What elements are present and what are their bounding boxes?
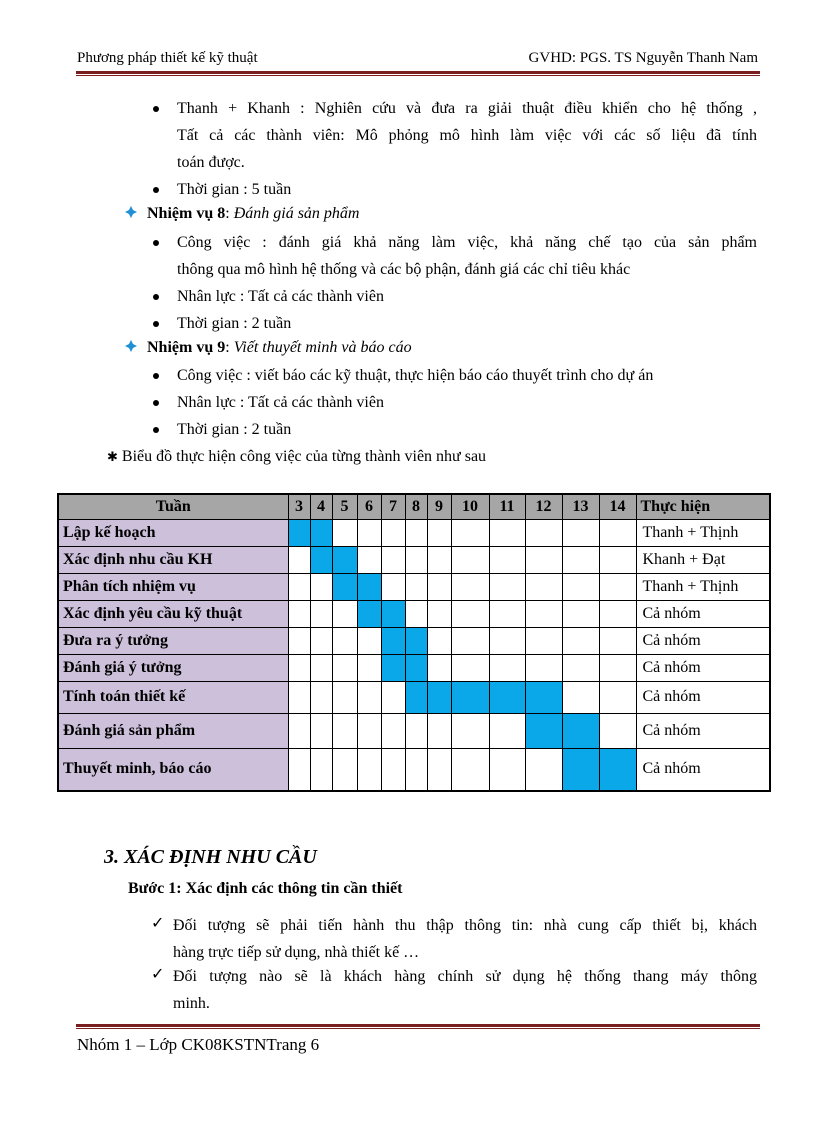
gantt-empty-cell — [562, 600, 599, 627]
gantt-task-label: Xác định nhu cầu KH — [58, 546, 288, 573]
gantt-empty-cell — [405, 748, 427, 791]
gantt-empty-cell — [405, 713, 427, 748]
gantt-empty-cell — [357, 713, 381, 748]
gantt-week-3: 3 — [288, 494, 310, 519]
gantt-bar-cell — [405, 654, 427, 681]
gantt-empty-cell — [357, 681, 381, 713]
bullet-icon — [153, 400, 159, 406]
gantt-empty-cell — [357, 654, 381, 681]
gantt-empty-cell — [381, 748, 405, 791]
s7-line2: Tất cả các thành viên: Mô phỏng mô hình làm việc với các số liệu đã tính — [177, 127, 757, 144]
gantt-empty-cell — [525, 573, 562, 600]
bullet-icon — [153, 321, 159, 327]
gantt-week-13: 13 — [562, 494, 599, 519]
gantt-empty-cell — [310, 681, 332, 713]
gantt-empty-cell — [525, 748, 562, 791]
gantt-empty-cell — [489, 546, 525, 573]
footer-text: Nhóm 1 – Lớp CK08KSTNTrang 6 — [77, 1035, 320, 1054]
gantt-empty-cell — [288, 713, 310, 748]
gantt-row — [58, 681, 770, 713]
s3-item2-l2: minh. — [173, 995, 210, 1012]
gantt-empty-cell — [405, 600, 427, 627]
gantt-empty-cell — [451, 713, 489, 748]
chart-intro — [107, 443, 486, 470]
gantt-task-label: Đánh giá ý tưởng — [58, 654, 288, 681]
gantt-bar-cell — [381, 627, 405, 654]
gantt-empty-cell — [562, 681, 599, 713]
task8-staff: Nhân lực : Tất cả các thành viên — [177, 288, 384, 305]
gantt-bar-cell — [562, 748, 599, 791]
gantt-resp-label: Cả nhóm — [636, 748, 770, 791]
gantt-week-9: 9 — [427, 494, 451, 519]
gantt-empty-cell — [599, 627, 636, 654]
gantt-empty-cell — [489, 713, 525, 748]
gantt-empty-cell — [381, 519, 405, 546]
task8-work2: thông qua mô hình hệ thống và các bộ phận, đánh giá các chỉ tiêu khác — [177, 261, 631, 278]
gantt-empty-cell — [427, 748, 451, 791]
gantt-week-11: 11 — [489, 494, 525, 519]
gantt-bar-cell — [357, 573, 381, 600]
task9-time: Thời gian : 2 tuần — [177, 421, 292, 438]
gantt-empty-cell — [427, 654, 451, 681]
gantt-empty-cell — [427, 546, 451, 573]
gantt-empty-cell — [310, 654, 332, 681]
gantt-empty-cell — [451, 600, 489, 627]
gantt-empty-cell — [332, 627, 357, 654]
gantt-empty-cell — [489, 600, 525, 627]
gantt-empty-cell — [405, 519, 427, 546]
gantt-empty-cell — [525, 519, 562, 546]
section3-heading: 3. XÁC ĐỊNH NHU CẦU — [104, 846, 317, 868]
gantt-empty-cell — [427, 573, 451, 600]
gantt-empty-cell — [357, 748, 381, 791]
gantt-resp-label: Cả nhóm — [636, 600, 770, 627]
gantt-empty-cell — [451, 748, 489, 791]
step1-title: Bước 1: Xác định các thông tin cần thiết — [128, 880, 403, 897]
gantt-empty-cell — [427, 627, 451, 654]
s3-item2-l1: Đối tượng nào sẽ là khách hàng chính sử dụng hệ thống thang máy thông — [173, 968, 757, 985]
gantt-empty-cell — [332, 748, 357, 791]
gantt-empty-cell — [599, 546, 636, 573]
gantt-empty-cell — [381, 573, 405, 600]
gantt-empty-cell — [562, 546, 599, 573]
task9-label: Nhiệm vụ 9 — [147, 339, 226, 356]
gantt-empty-cell — [288, 573, 310, 600]
gantt-empty-cell — [525, 654, 562, 681]
asterisk-icon: ✱ — [107, 449, 118, 464]
gantt-table — [57, 493, 771, 792]
gantt-empty-cell — [288, 600, 310, 627]
gantt-empty-cell — [288, 627, 310, 654]
gantt-bar-cell — [451, 681, 489, 713]
gantt-empty-cell — [310, 600, 332, 627]
gantt-empty-cell — [288, 681, 310, 713]
bullet-icon — [153, 187, 159, 193]
s7-line3: toán được. — [177, 154, 245, 171]
gantt-empty-cell — [562, 573, 599, 600]
gantt-empty-cell — [525, 600, 562, 627]
gantt-bar-cell — [381, 654, 405, 681]
task9-heading: Nhiệm vụ 9: Viết thuyết minh và báo cáo — [147, 339, 412, 356]
gantt-empty-cell — [562, 654, 599, 681]
gantt-empty-cell — [451, 546, 489, 573]
gantt-bar-cell — [562, 713, 599, 748]
gantt-empty-cell — [381, 713, 405, 748]
gantt-empty-cell — [310, 627, 332, 654]
gantt-task-label: Đánh giá sản phẩm — [58, 713, 288, 748]
gantt-empty-cell — [427, 600, 451, 627]
gantt-bar-cell — [310, 546, 332, 573]
gantt-row — [58, 600, 770, 627]
gantt-empty-cell — [357, 627, 381, 654]
bullet-icon — [153, 373, 159, 379]
gantt-row — [58, 627, 770, 654]
gantt-bar-cell — [381, 600, 405, 627]
diamond-bullet-icon — [125, 340, 137, 352]
s3-item1-l2: hàng trực tiếp sử dụng, nhà thiết kế … — [173, 944, 420, 961]
gantt-empty-cell — [599, 681, 636, 713]
gantt-empty-cell — [489, 573, 525, 600]
gantt-bar-cell — [288, 519, 310, 546]
gantt-empty-cell — [405, 546, 427, 573]
gantt-row — [58, 573, 770, 600]
header-left: Phương pháp thiết kế kỹ thuật — [77, 50, 258, 66]
gantt-empty-cell — [332, 600, 357, 627]
chart-intro-text: Biểu đồ thực hiện công việc của từng thành viên như sau — [121, 448, 487, 465]
bullet-icon — [153, 427, 159, 433]
gantt-resp-label: Thanh + Thịnh — [636, 519, 770, 546]
task9-work: Công việc : viết báo các kỹ thuật, thực hiện báo cáo thuyết trình cho dự án — [177, 367, 654, 384]
diamond-bullet-icon — [125, 206, 137, 218]
gantt-task-label: Đưa ra ý tưởng — [58, 627, 288, 654]
gantt-week-12: 12 — [525, 494, 562, 519]
gantt-empty-cell — [357, 546, 381, 573]
gantt-task-label: Phân tích nhiệm vụ — [58, 573, 288, 600]
gantt-empty-cell — [357, 519, 381, 546]
gantt-empty-cell — [562, 627, 599, 654]
task8-time: Thời gian : 2 tuần — [177, 315, 292, 332]
task8-label: Nhiệm vụ 8 — [147, 205, 226, 222]
gantt-empty-cell — [288, 546, 310, 573]
gantt-empty-cell — [427, 519, 451, 546]
gantt-week-6: 6 — [357, 494, 381, 519]
gantt-empty-cell — [310, 748, 332, 791]
bullet-icon — [153, 240, 159, 246]
s3-item1-l1: Đối tượng sẽ phải tiến hành thu thập thông tin: nhà cung cấp thiết bị, khách — [173, 917, 757, 934]
gantt-bar-cell — [489, 681, 525, 713]
gantt-bar-cell — [332, 546, 357, 573]
gantt-bar-cell — [525, 713, 562, 748]
gantt-empty-cell — [381, 546, 405, 573]
gantt-resp-label: Cả nhóm — [636, 627, 770, 654]
gantt-empty-cell — [310, 573, 332, 600]
gantt-row — [58, 654, 770, 681]
gantt-empty-cell — [451, 627, 489, 654]
gantt-row — [58, 713, 770, 748]
task9-staff: Nhân lực : Tất cả các thành viên — [177, 394, 384, 411]
gantt-resp-label: Thanh + Thịnh — [636, 573, 770, 600]
gantt-resp-label: Cả nhóm — [636, 681, 770, 713]
s7-line1: Thanh + Khanh : Nghiên cứu và đưa ra giải thuật điều khiển cho hệ thống , — [177, 100, 757, 117]
gantt-empty-cell — [489, 748, 525, 791]
gantt-empty-cell — [332, 519, 357, 546]
gantt-bar-cell — [427, 681, 451, 713]
footer-rule — [76, 1024, 760, 1029]
gantt-bar-cell — [525, 681, 562, 713]
gantt-empty-cell — [489, 654, 525, 681]
gantt-task-label: Lập kế hoạch — [58, 519, 288, 546]
gantt-bar-cell — [405, 627, 427, 654]
gantt-bar-cell — [310, 519, 332, 546]
gantt-empty-cell — [332, 654, 357, 681]
gantt-empty-cell — [288, 748, 310, 791]
gantt-resp-label: Cả nhóm — [636, 654, 770, 681]
gantt-empty-cell — [525, 546, 562, 573]
gantt-empty-cell — [310, 713, 332, 748]
gantt-empty-cell — [562, 519, 599, 546]
check-icon: ✓ — [151, 915, 165, 932]
gantt-empty-cell — [599, 654, 636, 681]
gantt-empty-cell — [489, 519, 525, 546]
gantt-empty-cell — [288, 654, 310, 681]
gantt-week-4: 4 — [310, 494, 332, 519]
gantt-empty-cell — [381, 681, 405, 713]
gantt-task-label: Xác định yêu cầu kỹ thuật — [58, 600, 288, 627]
gantt-empty-cell — [489, 627, 525, 654]
gantt-bar-cell — [405, 681, 427, 713]
gantt-empty-cell — [599, 519, 636, 546]
gantt-row — [58, 748, 770, 791]
gantt-resp-label: Khanh + Đạt — [636, 546, 770, 573]
gantt-resp-label: Cả nhóm — [636, 713, 770, 748]
gantt-week-10: 10 — [451, 494, 489, 519]
gantt-empty-cell — [599, 600, 636, 627]
gantt-empty-cell — [525, 627, 562, 654]
s7-time: Thời gian : 5 tuần — [177, 181, 292, 198]
task8-work1: Công việc : đánh giá khả năng làm việc, khả năng chế tạo của sản phẩm — [177, 234, 757, 251]
task9-title: Viết thuyết minh và báo cáo — [233, 339, 412, 356]
header-right: GVHD: PGS. TS Nguyễn Thanh Nam — [528, 50, 758, 66]
gantt-header-task: Tuần — [58, 494, 288, 519]
gantt-empty-cell — [332, 713, 357, 748]
check-icon: ✓ — [151, 966, 165, 983]
gantt-bar-cell — [332, 573, 357, 600]
gantt-task-label: Thuyết minh, báo cáo — [58, 748, 288, 791]
gantt-bar-cell — [357, 600, 381, 627]
gantt-empty-cell — [451, 654, 489, 681]
gantt-empty-cell — [427, 713, 451, 748]
gantt-empty-cell — [405, 573, 427, 600]
bullet-icon — [153, 106, 159, 112]
gantt-week-7: 7 — [381, 494, 405, 519]
gantt-empty-cell — [599, 573, 636, 600]
gantt-row — [58, 546, 770, 573]
gantt-week-5: 5 — [332, 494, 357, 519]
gantt-task-label: Tính toán thiết kế — [58, 681, 288, 713]
gantt-bar-cell — [599, 748, 636, 791]
gantt-row — [58, 519, 770, 546]
bullet-icon — [153, 294, 159, 300]
gantt-empty-cell — [451, 519, 489, 546]
gantt-empty-cell — [599, 713, 636, 748]
gantt-header-resp: Thực hiện — [636, 494, 770, 519]
gantt-empty-cell — [332, 681, 357, 713]
gantt-empty-cell — [451, 573, 489, 600]
header-rule — [76, 71, 760, 76]
task8-title: Đánh giá sản phẩm — [233, 205, 360, 222]
task8-heading: Nhiệm vụ 8: Đánh giá sản phẩm — [147, 205, 360, 222]
gantt-week-14: 14 — [599, 494, 636, 519]
gantt-week-8: 8 — [405, 494, 427, 519]
